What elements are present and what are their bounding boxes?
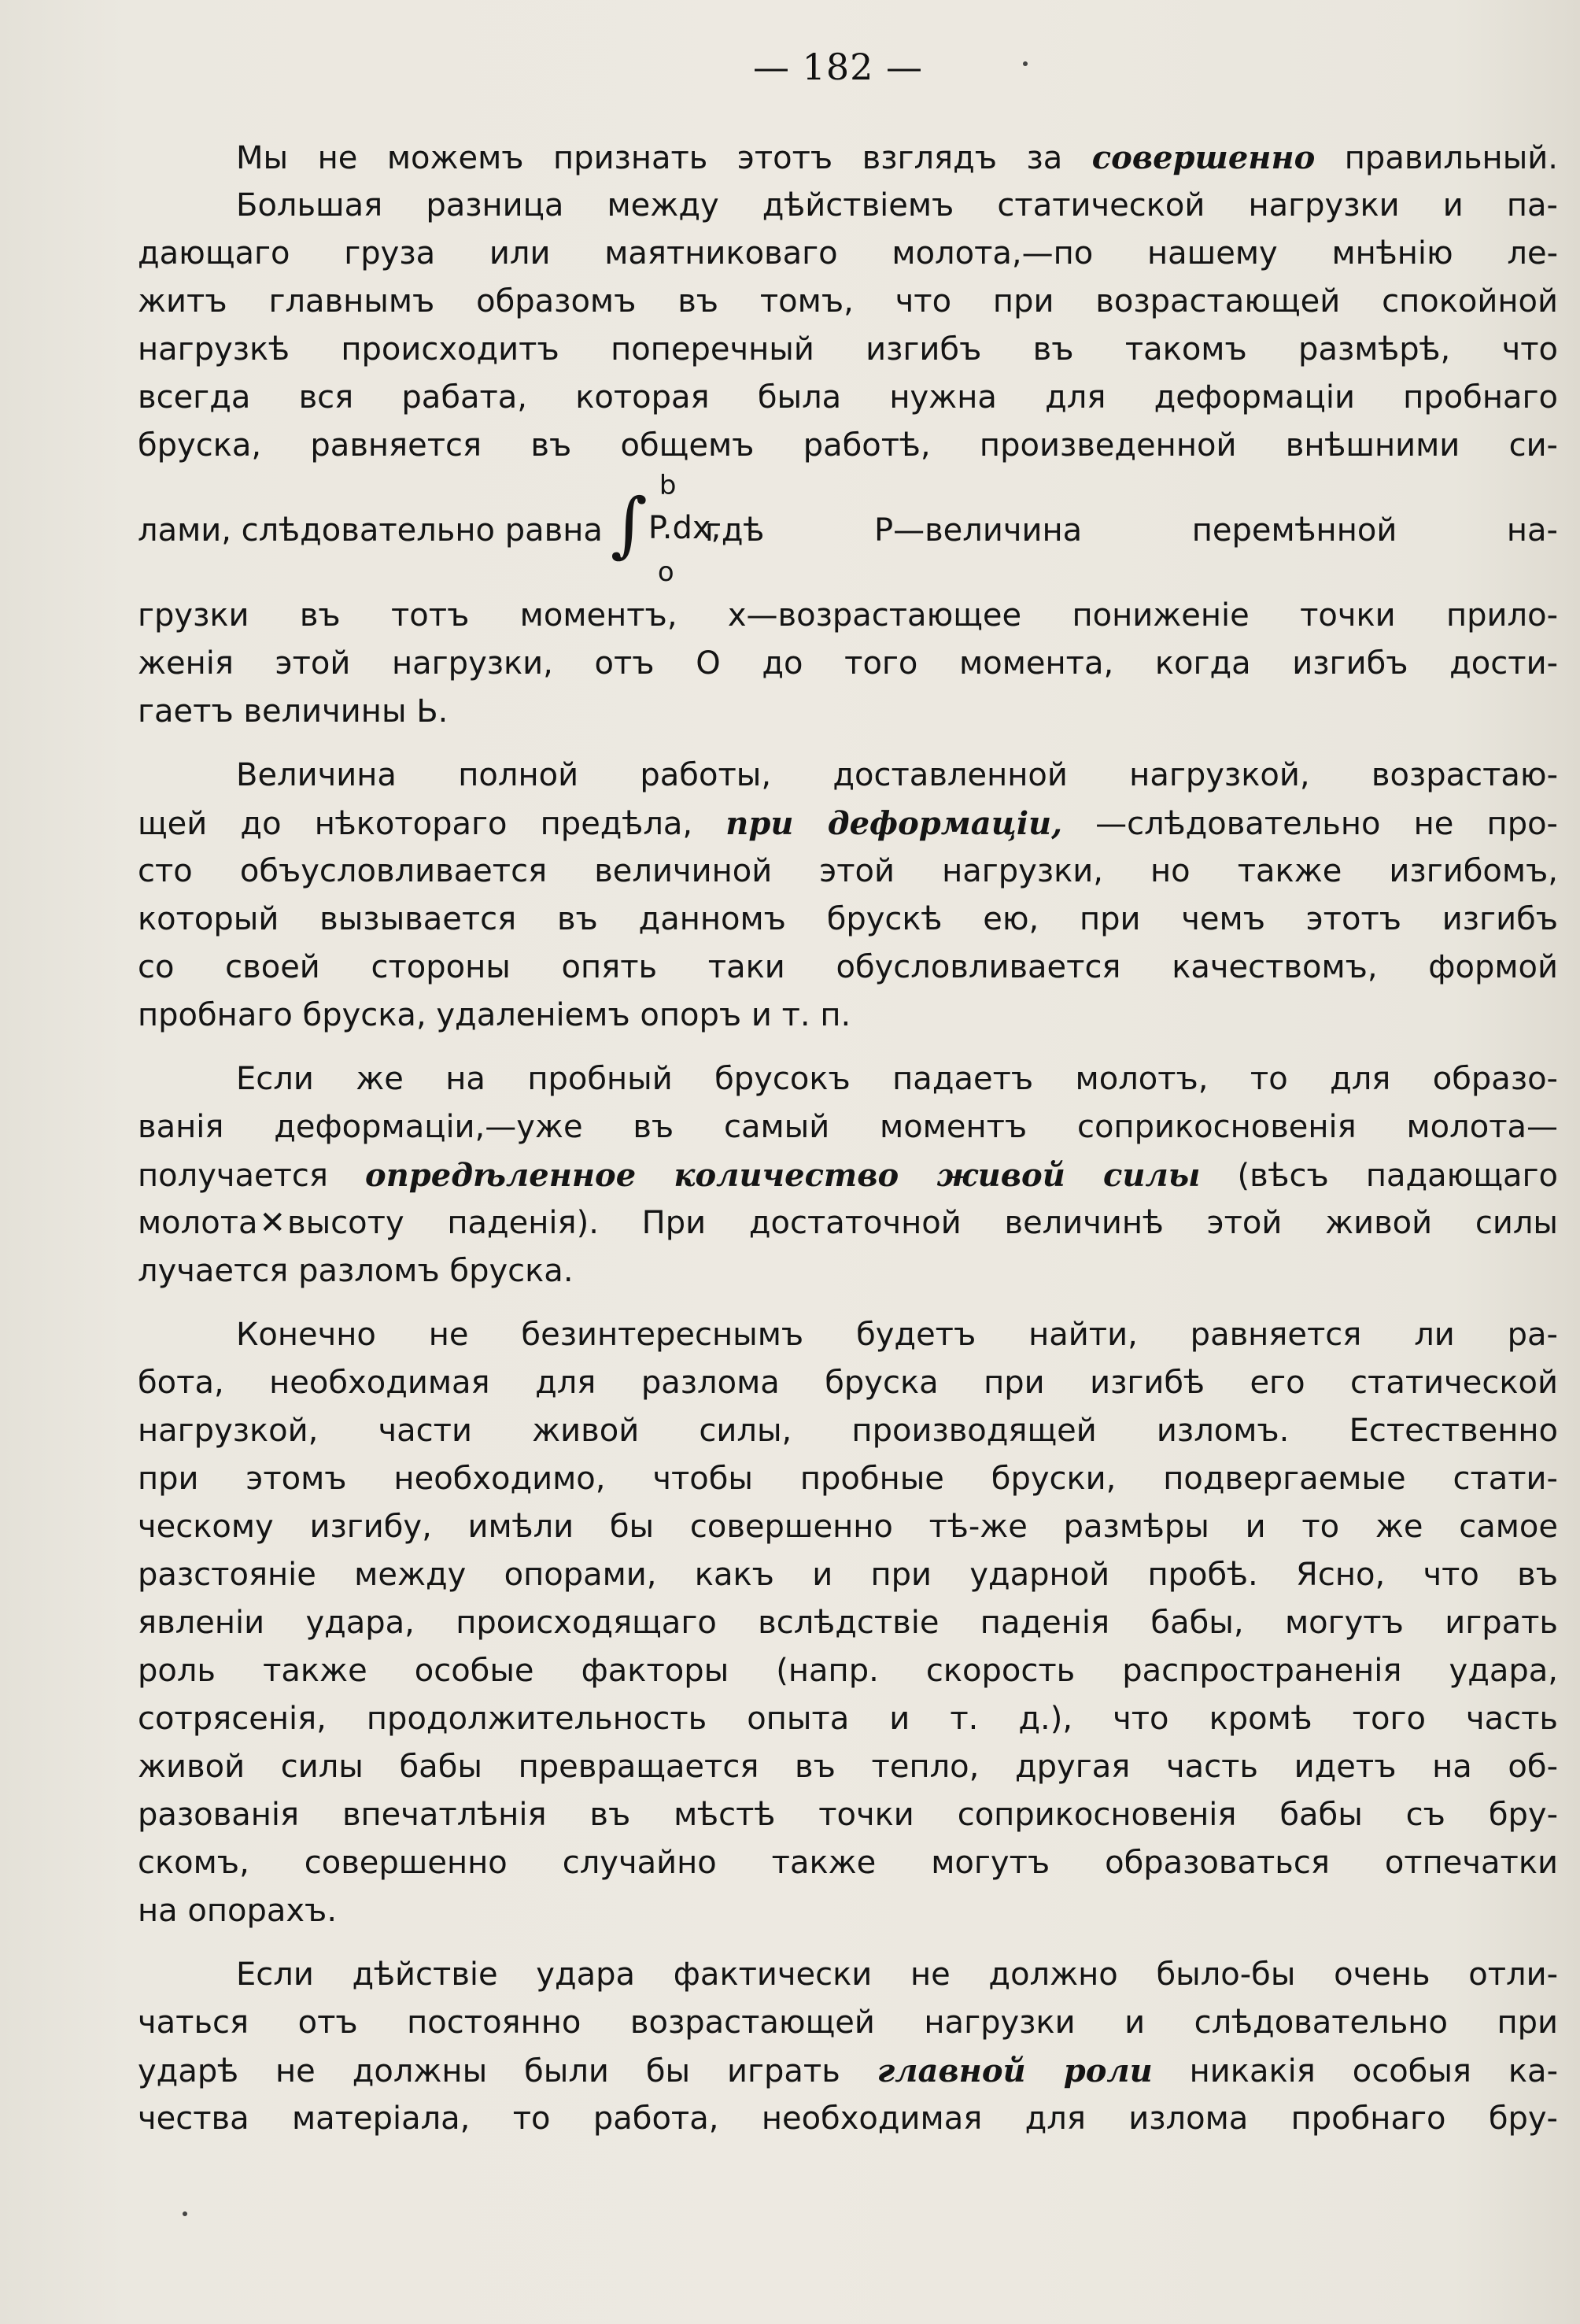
integrand: P.dx, [648, 510, 722, 546]
text-span: ударѣ не должны были бы играть [138, 2053, 877, 2089]
paragraph-gap [138, 736, 1558, 752]
formula-suffix: гдѣ P—величина перемѣнной на- [704, 512, 1558, 549]
text-line: чаться отъ постоянно возрастающей нагрузки и слѣдовательно при [138, 2004, 1558, 2041]
text-span: Мы не можемъ признать этотъ взглядъ за [236, 140, 1092, 176]
text-line: Если дѣйствіе удара фактически не должно было-бы очень отли- [236, 1956, 1558, 1993]
text-line: ванія деформаціи,—уже въ самый моментъ соприкосновенія молота— [138, 1109, 1558, 1145]
text-span: —слѣдовательно не про- [1062, 806, 1558, 842]
text-line [138, 800, 1558, 848]
page-number: — 182 — [752, 46, 924, 88]
text-line: нагрузкѣ происходитъ поперечный изгибъ въ такомъ размѣрѣ, что [138, 331, 1558, 368]
text-span: (вѣсъ падающаго [1200, 1158, 1559, 1194]
body-text [138, 134, 1558, 2143]
formula-prefix: лами, слѣдовательно равна [138, 512, 603, 549]
text-line: бота, необходимая для разлома бруска при изгибѣ его статической [138, 1365, 1558, 1401]
text-line: Большая разница между дѣйствіемъ статической нагрузки и па- [236, 187, 1558, 224]
text-line: который вызывается въ данномъ брускѣ ею, при чемъ этотъ изгибъ [138, 901, 1558, 937]
text-line: лучается разломъ бруска. [138, 1253, 574, 1289]
text-line: дающаго груза или маятниковаго молота,—по нашему мнѣнію ле- [138, 235, 1558, 272]
italic-emphasis: совершенно [1091, 139, 1316, 176]
text-line [138, 1199, 1558, 1247]
text-line: пробнаго бруска, удаленіемъ опоръ и т. п. [138, 997, 851, 1033]
text-span: высоту паденія). При достаточной величинѣ этой живой силы [287, 1205, 1558, 1241]
text-line [138, 2047, 1558, 2095]
text-line: живой силы бабы превращается въ тепло, другая часть идетъ на об- [138, 1749, 1558, 1785]
text-line: нагрузкой, части живой силы, производящей изломъ. Естественно [138, 1413, 1558, 1449]
paper-speck [1023, 61, 1028, 66]
text-line: разованія впечатлѣнія въ мѣстѣ точки соприкосновенія бабы съ бру- [138, 1797, 1558, 1833]
text-span: правильный. [1315, 140, 1558, 176]
text-line: всегда вся рабата, которая была нужна для деформаціи пробнаго [138, 379, 1558, 416]
paragraph-gap [138, 1295, 1558, 1311]
text-line: Величина полной работы, доставленной нагрузкой, возрастаю- [236, 757, 1558, 793]
text-line: скомъ, совершенно случайно также могутъ образоваться отпечатки [138, 1845, 1558, 1881]
text-line: сто объусловливается величиной этой нагрузки, но также изгибомъ, [138, 853, 1558, 889]
integral-lower-limit: o [657, 556, 674, 588]
text-line: на опорахъ. [138, 1893, 338, 1929]
text-line: при этомъ необходимо, чтобы пробные бруски, подвергаемые стати- [138, 1461, 1558, 1497]
text-line: Конечно не безинтереснымъ будетъ найти, равняется ли ра- [236, 1317, 1558, 1353]
text-line [138, 134, 1558, 182]
italic-emphasis: главной роли [877, 2052, 1153, 2089]
text-span: никакія особыя ка- [1152, 2053, 1558, 2089]
text-line: грузки въ тотъ моментъ, x—возрастающее пониженіе точки прило- [138, 597, 1558, 634]
text-span: получается [138, 1158, 366, 1194]
text-line: роль также особые факторы (напр. скорость распространенія удара, [138, 1653, 1558, 1689]
text-line: явленіи удара, происходящаго вслѣдствіе паденія бабы, могутъ играть [138, 1605, 1558, 1641]
text-line: гаетъ величины Ь. [138, 693, 449, 730]
italic-emphasis: опредѣленное количество живой силы [365, 1157, 1201, 1194]
text-line: житъ главнымъ образомъ въ томъ, что при возрастающей спокойной [138, 283, 1558, 320]
text-line: со своей стороны опять таки обусловливается качествомъ, формой [138, 949, 1558, 985]
paragraph-gap [138, 1935, 1558, 1951]
text-line: Если же на пробный брусокъ падаетъ молотъ, то для образо- [236, 1061, 1558, 1097]
text-span: щей до нѣкотораго предѣла, [138, 806, 726, 842]
paper-speck [183, 2211, 187, 2216]
paragraph-gap [138, 1040, 1558, 1055]
text-line: сотрясенія, продолжительность опыта и т. д.), что кромѣ того часть [138, 1701, 1558, 1737]
text-line: женія этой нагрузки, отъ O до того момента, когда изгибъ дости- [138, 645, 1558, 682]
multiplication-sign-icon: ✕ [259, 1205, 286, 1241]
text-span: молота [138, 1205, 258, 1241]
text-line: чества матеріала, то работа, необходимая для излома пробнаго бру- [138, 2100, 1558, 2137]
integral-formula [610, 470, 722, 592]
text-line [138, 1151, 1558, 1199]
text-line: ческому изгибу, имѣли бы совершенно тѣ-же размѣры и то же самое [138, 1509, 1558, 1545]
italic-emphasis: при деформаціи, [725, 805, 1063, 842]
integral-sign: ∫ [610, 483, 648, 566]
formula-line [138, 470, 1558, 592]
integral-upper-limit: b [659, 470, 677, 501]
text-line: разстояніе между опорами, какъ и при ударной пробѣ. Ясно, что въ [138, 1557, 1558, 1593]
text-line: бруска, равняется въ общемъ работѣ, произведенной внѣшними си- [138, 427, 1558, 464]
